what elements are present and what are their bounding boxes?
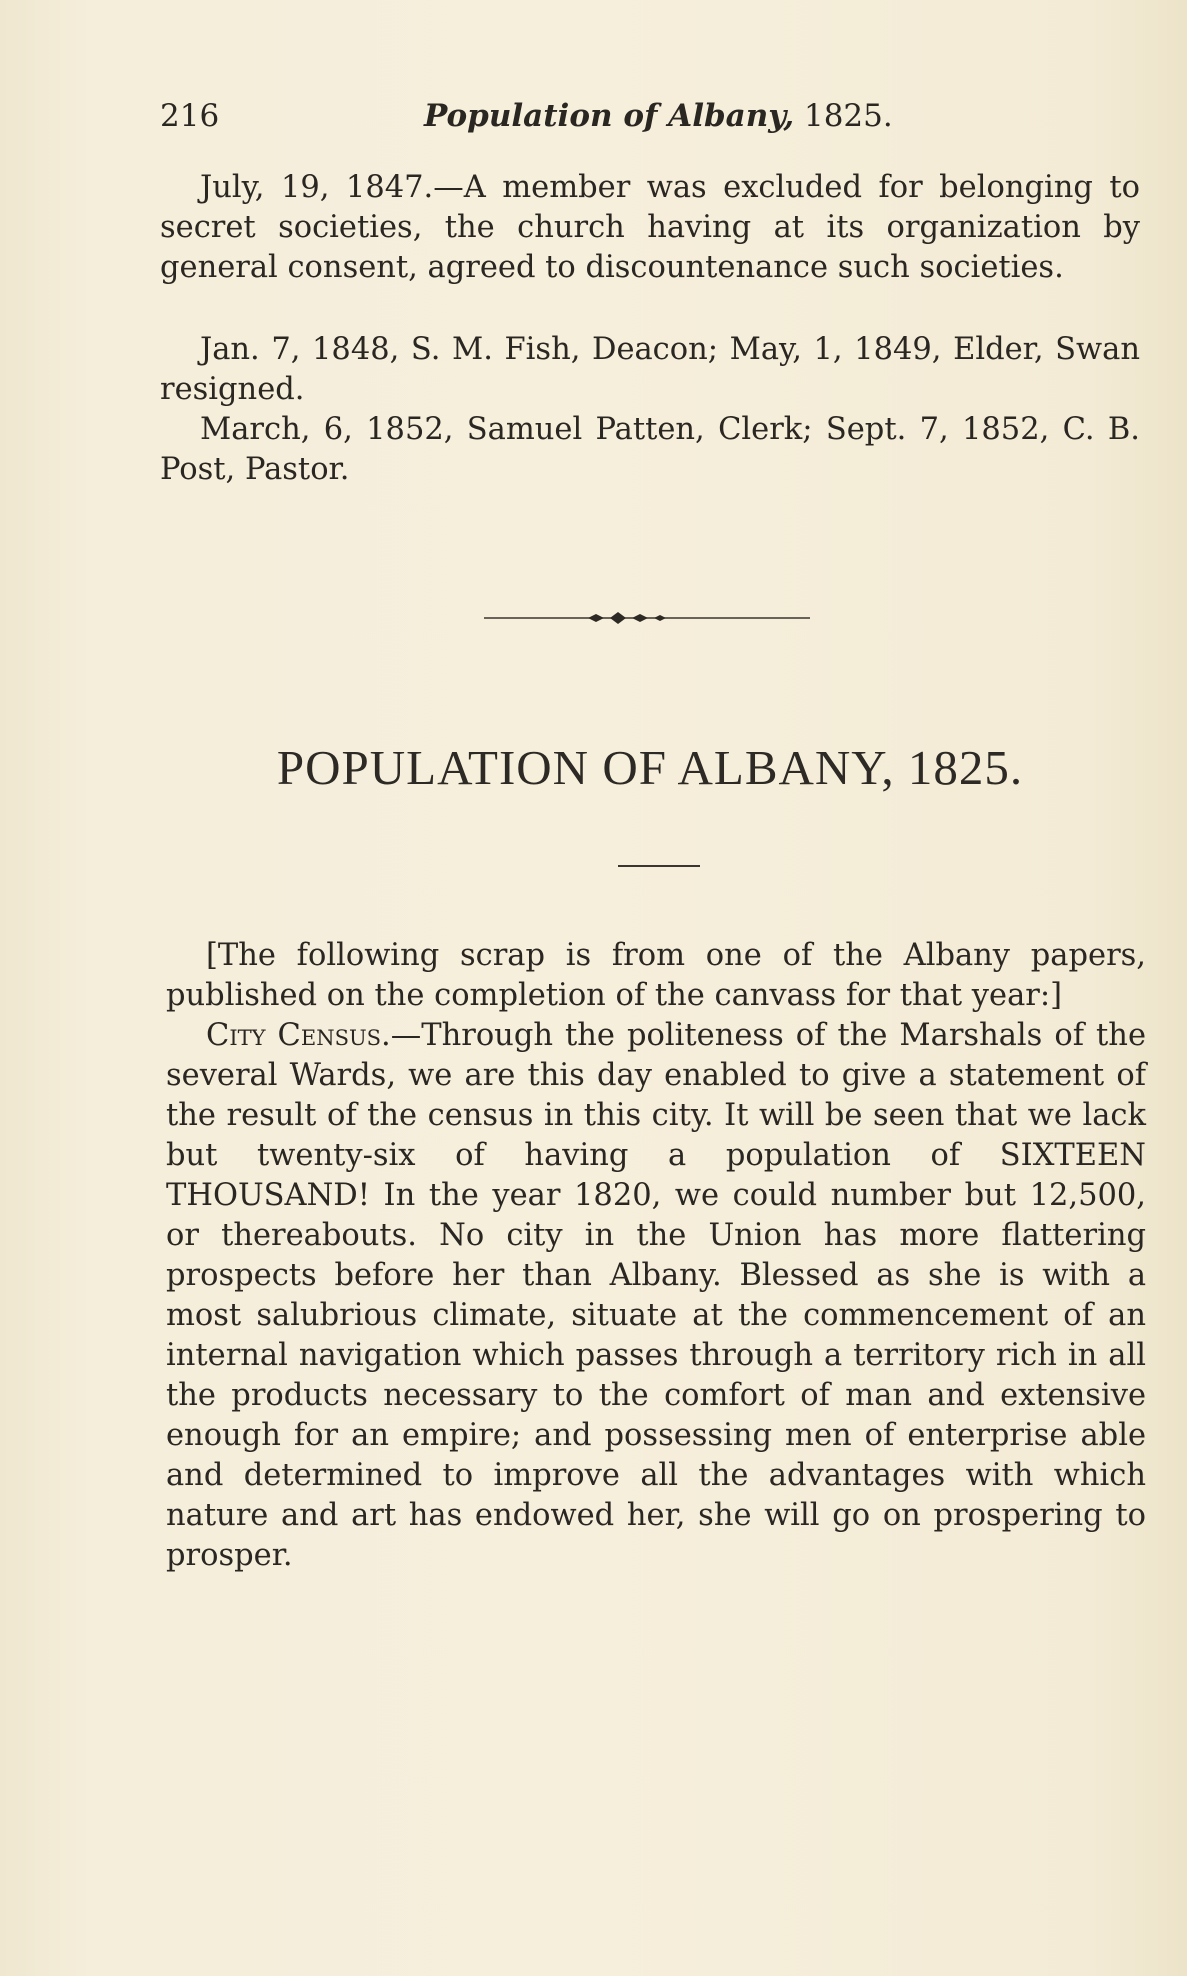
page-number: 216	[160, 98, 220, 134]
running-title	[424, 96, 893, 136]
section-title: POPULATION OF ALBANY, 1825.	[276, 740, 1024, 795]
paragraph-1852-clerk: March, 6, 1852, Samuel Patten, Clerk; Sept. 7, 1852, C. B. Post, Pastor.	[160, 412, 1140, 487]
city-census-paragraph	[166, 1016, 1146, 1576]
section-divider-ornament	[484, 606, 810, 630]
title-rule	[618, 865, 700, 867]
paragraph-1848-deacon: Jan. 7, 1848, S. M. Fish, Deacon; May, 1, 1849, Elder, Swan resigned.	[160, 332, 1140, 407]
running-title-text: Population of Albany,	[424, 98, 795, 134]
city-census-lead: City Census.	[206, 1018, 391, 1053]
running-title-year: 1825.	[803, 98, 893, 134]
intro-bracket-note: [The following scrap is from one of the Albany papers, published on the completion of the canvass for that year:]	[166, 938, 1146, 1013]
running-header	[160, 96, 900, 136]
city-census-body: —Through the politeness of the Marshals of the several Wards, we are this day enabled to give a statement of the result of the census in this city. It will be seen that we lack but twenty-six of having a population of SIXTEEN THOUSAND! In the year 1820, we could number but 12,500, or thereabouts. No city in the Union has more flattering prospects before her than Albany. Blessed as she is with a most salubrious climate, situate at the commencement of an internal navigation which passes through a territory rich in all the products necessary to the comfort of man and extensive enough for an empire; and possessing men of enterprise able and determined to improve all the advantages with which nature and art has endowed her, she will go on prospering to prosper.	[166, 1018, 1146, 1573]
paragraph-1847-exclusion: July, 19, 1847.—A member was excluded for belonging to secret societies, the church having at its organization by general consent, agreed to discountenance such societies.	[160, 170, 1140, 285]
